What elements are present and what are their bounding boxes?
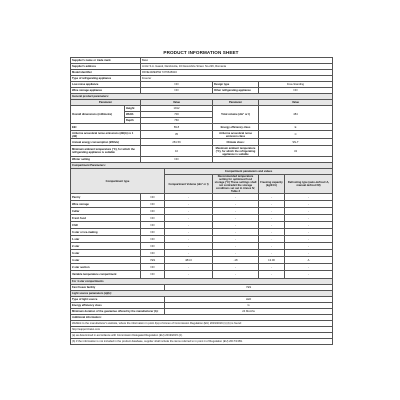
compartment-volume: 484.0 — [165, 257, 213, 264]
compartment-temperature: - — [213, 229, 259, 236]
compartment-present: NO — [141, 201, 165, 208]
compartment-type-header: Compartment type — [71, 169, 165, 194]
compartment-volume: - — [165, 201, 213, 208]
energy-consumption-row — [71, 139, 333, 146]
noise-value: 35 — [141, 131, 213, 139]
freezing-capacity-header: Freezing capacity (kg/24 h) — [259, 175, 285, 194]
compartment-present: NO — [141, 208, 165, 215]
compartment-row — [71, 229, 333, 236]
label: Model identifier — [71, 70, 141, 76]
energy-consumption-label: Annual energy consumption (kWh/a) — [71, 139, 141, 146]
light-class-label: Energy efficiency class — [71, 303, 165, 309]
value-header-2: Value — [259, 100, 333, 106]
max-temp-label: Maximum ambient temperature (°C), for which the refrigerating appliance is suitable — [213, 146, 259, 157]
compartment-freezing-capacity: - — [259, 264, 285, 271]
compartment-name: Pantry — [71, 194, 141, 201]
product-information-sheet — [70, 48, 332, 345]
compartment-name: 2-star — [71, 243, 141, 250]
compartment-volume: - — [165, 243, 213, 250]
compartment-freezing-capacity: - — [259, 222, 285, 229]
compartment-defrost-type: - — [285, 194, 333, 201]
compartment-temperature: - — [213, 243, 259, 250]
compartment-defrost-type: - — [285, 264, 333, 271]
compartment-temperature: - — [213, 194, 259, 201]
compartment-temperature: - — [213, 222, 259, 229]
parameter-header: Parameter — [71, 100, 141, 106]
compartment-name: 3-star — [71, 250, 141, 257]
compartment-defrost-type: - — [285, 229, 333, 236]
compartment-volume: - — [165, 264, 213, 271]
compartment-name: 2-star section — [71, 264, 141, 271]
noise-class-value: C — [259, 131, 333, 139]
section-heading: Compartment Parameters: — [71, 163, 333, 169]
total-volume-label: Total volume (dm³ or l) — [213, 106, 259, 124]
height-label: Height — [125, 106, 141, 112]
value: Arctic S.A. Gaesti, Dambovita, 16 Decembrie Street. No.226, Romania — [141, 64, 333, 70]
volume-header: Compartment Volume (dm³ or l) — [165, 175, 213, 194]
compartment-freezing-capacity: - — [259, 201, 285, 208]
fast-freeze-value: YES — [165, 285, 333, 291]
value: Freezer — [141, 76, 333, 82]
compartment-freezing-capacity: - — [259, 250, 285, 257]
document-title: PRODUCT INFORMATION SHEET — [163, 50, 239, 55]
compartment-defrost-type: - — [285, 271, 333, 279]
winter-value: NO — [141, 157, 213, 163]
compartment-present: NO — [141, 250, 165, 257]
compartment-rows — [71, 194, 333, 279]
compartment-freezing-capacity: 13.00 — [259, 257, 285, 264]
additional-info-label: Additional information: — [71, 315, 333, 321]
compartment-defrost-type: - — [285, 208, 333, 215]
eei-value: 89.8 — [141, 124, 213, 131]
compartment-volume: - — [165, 208, 213, 215]
value: Beko — [141, 58, 333, 64]
ambient-temperature-row — [71, 146, 333, 157]
section-heading: For 4-star compartments — [71, 279, 333, 285]
noise-class-label: Airborne acoustical noise emission class — [213, 131, 259, 139]
compartment-freezing-capacity: - — [259, 208, 285, 215]
value: RFNE448E35W 7276648316 — [141, 70, 333, 76]
compartment-row — [71, 271, 333, 279]
height-value: 1912 — [141, 106, 213, 112]
label: Supplier's address — [71, 64, 141, 70]
compartment-temperature: -18 — [213, 257, 259, 264]
design-type-label: Design type — [213, 82, 259, 88]
depth-value: 760 — [141, 118, 213, 124]
compartment-row — [71, 194, 333, 201]
compartment-present: YES — [141, 257, 165, 264]
compartment-volume: - — [165, 222, 213, 229]
compartment-present: NO — [141, 243, 165, 250]
compartment-name: 0-star or ice-making — [71, 229, 141, 236]
compartment-name: Variable temperature compartment — [71, 271, 141, 279]
light-class-value: G — [165, 303, 333, 309]
compartment-temperature: - — [213, 215, 259, 222]
section-heading: Light source parameters (a)(b): — [71, 291, 333, 297]
design-type-value: Free-Standing — [259, 82, 333, 88]
max-temp-value: 43 — [259, 146, 333, 157]
information-table — [70, 57, 333, 345]
website-link[interactable]: http://support.beko.com — [71, 327, 333, 333]
depth-label: Depth — [125, 118, 141, 124]
compartment-defrost-type: - — [285, 222, 333, 229]
compartment-temperature: - — [213, 208, 259, 215]
compartment-temperature: - — [213, 271, 259, 279]
section-heading: General product parameters: — [71, 94, 333, 100]
energy-consumption-value: 281.59 — [141, 139, 213, 146]
footnote-b: (b) if the information is not included in the product database, supplier shall include the items referred to in point 4 of Regulation (EU) 2017/1369. — [71, 339, 333, 345]
recommended-temp-header: Recommended temperature setting for optimised food storage (°C) These settings shall not contradict the storage conditions set out in Annex IV, Table 3 — [213, 175, 259, 194]
energy-class-value: E — [259, 124, 333, 131]
compartment-temperature: - — [213, 250, 259, 257]
climate-class-label: Climate class: — [213, 139, 259, 146]
footnote-b-row — [71, 339, 333, 345]
eei-row — [71, 124, 333, 131]
compartment-name: Fresh food — [71, 215, 141, 222]
compartment-freezing-capacity: - — [259, 243, 285, 250]
compartment-defrost-type: - — [285, 215, 333, 222]
compartment-present: NO — [141, 222, 165, 229]
other-appliance-value: NO — [259, 88, 333, 94]
energy-class-label: Energy efficiency class — [213, 124, 259, 131]
compartment-temperature: - — [213, 236, 259, 243]
value-header: Value — [141, 100, 213, 106]
noise-row — [71, 131, 333, 139]
label: Low-noise appliance — [71, 82, 141, 88]
climate-class-value: SN-T — [259, 139, 333, 146]
eei-label: EEI — [71, 124, 141, 131]
compartment-present: NO — [141, 264, 165, 271]
compartment-row — [71, 264, 333, 271]
compartment-name: 4-star — [71, 257, 141, 264]
compartment-freezing-capacity: - — [259, 215, 285, 222]
compartment-defrost-type: - — [285, 250, 333, 257]
compartment-defrost-type: - — [285, 236, 333, 243]
parameter-header-2: Parameter — [213, 100, 259, 106]
compartment-row — [71, 201, 333, 208]
noise-label: Airborne acoustical noise emissions (dB(A) re 1 pW) — [71, 131, 141, 139]
guarantee-value: 24 Months — [165, 309, 333, 315]
compartment-name: Chill — [71, 222, 141, 229]
compartment-row — [71, 257, 333, 264]
compartment-volume: - — [165, 194, 213, 201]
other-appliance-label: Other refrigerating appliance — [213, 88, 259, 94]
compartment-name: Cellar — [71, 208, 141, 215]
compartment-name: 1-star — [71, 236, 141, 243]
compartment-freezing-capacity: - — [259, 194, 285, 201]
compartment-volume: - — [165, 215, 213, 222]
compartment-row — [71, 215, 333, 222]
guarantee-label: Minimum duration of the guarantee offered by the manufacturer (b): — [71, 309, 165, 315]
compartment-present: NO — [141, 229, 165, 236]
compartment-temperature: - — [213, 201, 259, 208]
winter-label: Winter setting — [71, 157, 141, 163]
compartment-temperature: - — [213, 264, 259, 271]
compartment-row — [71, 208, 333, 215]
compartment-row — [71, 243, 333, 250]
compartment-freezing-capacity: - — [259, 271, 285, 279]
compartment-volume: - — [165, 271, 213, 279]
defrost-type-header: Defrosting type (auto-defrost=A, manual defrost=M) — [285, 175, 333, 194]
label: Wine storage appliance — [71, 88, 141, 94]
compartment-freezing-capacity: - — [259, 236, 285, 243]
compartment-present: NO — [141, 271, 165, 279]
dimensions-label: Overall dimensions (millimetre) — [71, 106, 125, 124]
compartment-present: NO — [141, 236, 165, 243]
compartment-freezing-capacity: - — [259, 229, 285, 236]
compartment-volume: - — [165, 250, 213, 257]
light-type-label: Type of light source — [71, 297, 165, 303]
fast-freeze-label: Fast freeze facility — [71, 285, 165, 291]
compartment-defrost-type: - — [285, 201, 333, 208]
total-volume-value: 484 — [259, 106, 333, 124]
label: Type of refrigerating appliance — [71, 76, 141, 82]
compartment-present: NO — [141, 194, 165, 201]
width-label: Width — [125, 112, 141, 118]
weblink-text: Weblink to the manufacturer's website, where the information in point 4(a) of Annex of Commission Regulation (EU) 2019/2019 (1) (b) is found: — [71, 321, 333, 327]
light-type-value: LED — [165, 297, 333, 303]
compartment-volume: - — [165, 229, 213, 236]
value: NO — [141, 88, 213, 94]
compartment-row — [71, 222, 333, 229]
compartment-conditions-header: Compartment parameters and values — [165, 169, 333, 175]
width-value: 700 — [141, 112, 213, 118]
compartment-volume: - — [165, 236, 213, 243]
compartment-present: NO — [141, 215, 165, 222]
compartment-row — [71, 236, 333, 243]
compartment-row — [71, 250, 333, 257]
compartment-name: Wine storage — [71, 201, 141, 208]
label: Supplier's name or trade mark — [71, 58, 141, 64]
compartment-defrost-type: A — [285, 257, 333, 264]
min-temp-label: Minimum ambient temperature (°C), for which the refrigerating appliance is suitable — [71, 146, 141, 157]
compartment-defrost-type: - — [285, 243, 333, 250]
footnote-a: (a) as determined in accordance with Commission Delegated Regulation (EU) 2019/2015 (2). — [71, 333, 333, 339]
value: NO — [141, 82, 213, 88]
min-temp-value: 10 — [141, 146, 213, 157]
